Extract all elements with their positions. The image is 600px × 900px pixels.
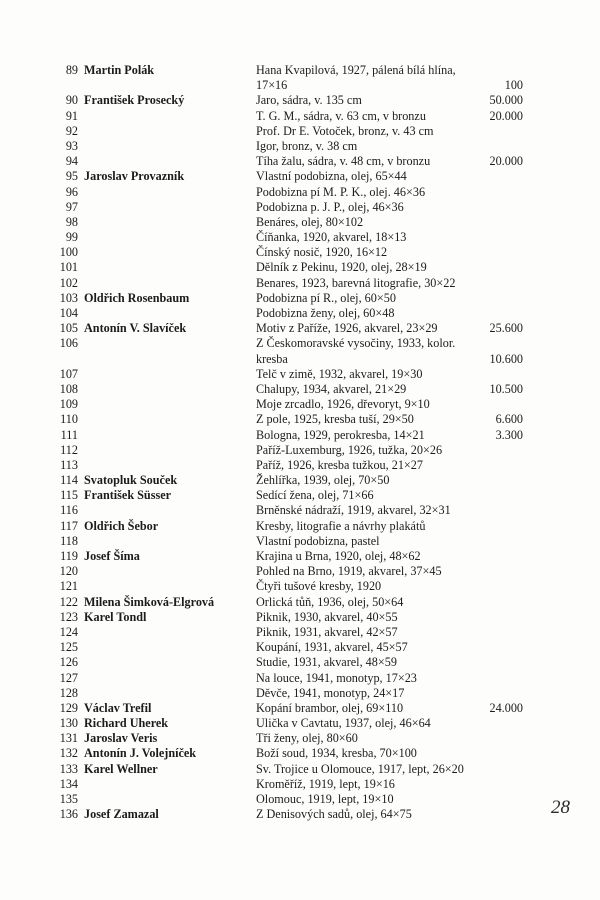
artwork-title: Podobizna pí M. P. K., olej. 46×36 (256, 184, 426, 199)
entry-number: 127 (59, 670, 78, 685)
catalog-row (0, 321, 600, 336)
artwork-title: 17×16 (256, 78, 288, 93)
catalog-row (0, 336, 600, 351)
catalog-row (0, 367, 600, 382)
artwork-title: Pohled na Brno, 1919, akvarel, 37×45 (256, 564, 442, 579)
catalog-row (0, 306, 600, 321)
entry-number: 90 (65, 93, 78, 108)
price: 50.000 (489, 93, 523, 108)
entry-number: 108 (59, 381, 78, 396)
artwork-title: Tíha žalu, sádra, v. 48 cm, v bronzu (256, 154, 431, 169)
catalog-row (0, 473, 600, 488)
price: 20.000 (489, 108, 523, 123)
catalog-row (0, 139, 600, 154)
artwork-title: Žehlířka, 1939, olej, 70×50 (256, 473, 390, 488)
price: 25.600 (489, 321, 523, 336)
entry-number: 101 (59, 260, 78, 275)
catalog-row (0, 260, 600, 275)
catalog-row (0, 503, 600, 518)
artwork-title: Podobizna pí R., olej, 60×50 (256, 290, 396, 305)
artist-name: Václav Trefil (84, 700, 152, 715)
catalog-row (0, 640, 600, 655)
catalog-row (0, 701, 600, 716)
artwork-title: Ulička v Cavtatu, 1937, olej, 46×64 (256, 716, 431, 731)
price: 3.300 (495, 427, 523, 442)
artwork-title: Chalupy, 1934, akvarel, 21×29 (256, 381, 407, 396)
artwork-title: Podobizna ženy, olej, 60×48 (256, 306, 395, 320)
entry-number: 102 (59, 275, 78, 290)
page-number: 28 (551, 797, 570, 818)
catalog-row (0, 63, 600, 78)
artwork-title: Z Denisových sadů, olej, 64×75 (256, 807, 412, 822)
entry-number: 124 (59, 624, 78, 639)
entry-number: 133 (59, 761, 78, 776)
catalog-row (0, 746, 600, 761)
artwork-title: Bologna, 1929, perokresba, 14×21 (256, 427, 425, 442)
artwork-title: Orlická tůň, 1936, olej, 50×64 (256, 594, 404, 609)
entry-number: 135 (59, 792, 78, 806)
artist-name: Antonín V. Slavíček (84, 321, 187, 336)
artwork-title: Sedící žena, olej, 71×66 (256, 488, 374, 503)
catalog-row (0, 124, 600, 139)
catalog-row (0, 762, 600, 777)
catalog-row (0, 230, 600, 245)
artist-name: Karel Tondl (84, 609, 147, 624)
artwork-title: Olomouc, 1919, lept, 19×10 (256, 792, 394, 806)
artwork-title: T. G. M., sádra, v. 63 cm, v bronzu (256, 108, 426, 123)
catalog-row (0, 169, 600, 184)
artwork-title: Igor, bronz, v. 38 cm (256, 138, 358, 153)
artwork-title: Prof. Dr E. Votoček, bronz, v. 43 cm (256, 123, 434, 138)
artwork-title: Benáres, olej, 80×102 (256, 214, 364, 229)
artwork-title: Paříž, 1926, kresba tužkou, 21×27 (256, 457, 423, 472)
entry-number: 91 (65, 108, 78, 123)
entry-number: 118 (60, 533, 78, 548)
artwork-title: Boží soud, 1934, kresba, 70×100 (256, 746, 417, 761)
catalog-row (0, 564, 600, 579)
catalog-row (0, 807, 600, 822)
artist-name: Josef Šíma (84, 549, 140, 563)
entry-number: 94 (65, 154, 78, 169)
entry-number: 112 (60, 442, 78, 457)
catalog-row (0, 200, 600, 215)
entry-number: 104 (59, 306, 78, 320)
catalog-row (0, 625, 600, 640)
artwork-title: Krajina u Brna, 1920, olej, 48×62 (256, 549, 421, 563)
catalog-row (0, 185, 600, 200)
entry-number: 93 (65, 138, 78, 153)
artwork-title: Na louce, 1941, monotyp, 17×23 (256, 670, 417, 685)
artwork-title: Piknik, 1931, akvarel, 42×57 (256, 624, 398, 639)
artwork-title: Jaro, sádra, v. 135 cm (256, 93, 362, 108)
catalog-row (0, 686, 600, 701)
price: 100 (504, 78, 523, 93)
catalog-row (0, 671, 600, 686)
entry-number: 103 (59, 290, 78, 305)
entry-number: 96 (65, 184, 78, 199)
entry-number: 123 (59, 609, 78, 624)
catalog-row (0, 109, 600, 124)
catalog-row (0, 792, 600, 807)
artwork-title: Studie, 1931, akvarel, 48×59 (256, 655, 397, 670)
artwork-title: Piknik, 1930, akvarel, 40×55 (256, 609, 398, 624)
catalog-row (0, 519, 600, 534)
artist-name: Karel Wellner (84, 761, 158, 776)
catalog-row (0, 610, 600, 625)
artwork-title: Podobizna p. J. P., olej, 46×36 (256, 199, 404, 214)
artwork-title: Děvče, 1941, monotyp, 24×17 (256, 685, 405, 700)
artist-name: František Prosecký (84, 93, 185, 108)
artist-name: Josef Zamazal (84, 807, 159, 822)
entry-number: 97 (65, 199, 78, 214)
entry-number: 106 (59, 336, 78, 351)
artist-name: František Süsser (84, 488, 172, 503)
entry-number: 114 (60, 473, 78, 488)
entry-number: 130 (59, 716, 78, 731)
artist-name: Martin Polák (84, 63, 155, 77)
catalog-row (0, 78, 600, 93)
artwork-title: Vlastní podobizna, olej, 65×44 (256, 169, 407, 184)
entry-number: 109 (59, 397, 78, 412)
catalog-row (0, 731, 600, 746)
entry-number: 125 (59, 640, 78, 655)
artist-name: Jaroslav Provazník (84, 169, 185, 184)
artwork-title: Sv. Trojice u Olomouce, 1917, lept, 26×20 (256, 761, 464, 776)
artwork-title: Kopání brambor, olej, 69×110 (256, 700, 404, 715)
entry-number: 131 (59, 731, 78, 746)
catalog-row (0, 777, 600, 792)
entry-number: 121 (59, 579, 78, 594)
catalog-row (0, 276, 600, 291)
artwork-title: Motiv z Paříže, 1926, akvarel, 23×29 (256, 321, 438, 336)
entry-number: 122 (59, 594, 78, 609)
price: 20.000 (489, 154, 523, 169)
artwork-title: Koupání, 1931, akvarel, 45×57 (256, 640, 408, 655)
catalog-row (0, 443, 600, 458)
artwork-title: Moje zrcadlo, 1926, dřevoryt, 9×10 (256, 397, 430, 412)
catalog-list (0, 63, 600, 822)
catalog-row (0, 245, 600, 260)
entry-number: 117 (60, 518, 78, 533)
catalog-row (0, 352, 600, 367)
entry-number: 111 (60, 427, 78, 442)
catalog-row (0, 488, 600, 503)
entry-number: 119 (60, 549, 78, 563)
entry-number: 126 (59, 655, 78, 670)
catalog-row (0, 716, 600, 731)
artist-name: Oldřich Šebor (84, 518, 159, 533)
artist-name: Milena Šimková-Elgrová (84, 594, 215, 609)
artist-name: Svatopluk Souček (84, 473, 178, 488)
artwork-title: Hana Kvapilová, 1927, pálená bílá hlína, (256, 63, 456, 77)
catalog-row (0, 93, 600, 108)
artwork-title: Brněnské nádraží, 1919, akvarel, 32×31 (256, 503, 451, 518)
artwork-title: Číňanka, 1920, akvarel, 18×13 (256, 230, 407, 245)
catalog-row (0, 458, 600, 473)
entry-number: 128 (59, 685, 78, 700)
artwork-title: Kroměříž, 1919, lept, 19×16 (256, 776, 395, 791)
artwork-title: Čínský nosič, 1920, 16×12 (256, 245, 388, 260)
entry-number: 113 (60, 457, 78, 472)
artist-name: Antonín J. Volejníček (84, 746, 197, 761)
artist-name: Oldřich Rosenbaum (84, 290, 190, 305)
catalog-row (0, 397, 600, 412)
price: 10.600 (489, 351, 523, 366)
artwork-title: Z Českomoravské vysočiny, 1933, kolor. (256, 336, 456, 351)
entry-number: 115 (60, 488, 78, 503)
catalog-row (0, 655, 600, 670)
artist-name: Richard Uherek (84, 716, 169, 731)
artwork-title: Benares, 1923, barevná litografie, 30×22 (256, 275, 456, 290)
catalog-row (0, 412, 600, 427)
entry-number: 132 (59, 746, 78, 761)
catalog-row (0, 291, 600, 306)
entry-number: 136 (59, 807, 78, 822)
artwork-title: Vlastní podobizna, pastel (256, 533, 380, 548)
artwork-title: Telč v zimě, 1932, akvarel, 19×30 (256, 366, 423, 381)
entry-number: 95 (65, 169, 78, 184)
entry-number: 89 (65, 63, 78, 77)
price: 24.000 (489, 700, 523, 715)
entry-number: 107 (59, 366, 78, 381)
catalog-row (0, 428, 600, 443)
artwork-title: Paříž-Luxemburg, 1926, tužka, 20×26 (256, 442, 443, 457)
entry-number: 120 (59, 564, 78, 579)
catalog-row (0, 579, 600, 594)
entry-number: 134 (59, 776, 78, 791)
artwork-title: kresba (256, 351, 288, 366)
price: 10.500 (489, 381, 523, 396)
artwork-title: Z pole, 1925, kresba tuší, 29×50 (256, 412, 414, 427)
artwork-title: Kresby, litografie a návrhy plakátů (256, 518, 426, 533)
artwork-title: Dělník z Pekinu, 1920, olej, 28×19 (256, 260, 427, 275)
entry-number: 99 (65, 230, 78, 245)
catalog-row (0, 534, 600, 549)
catalog-row (0, 549, 600, 564)
catalog-row (0, 215, 600, 230)
catalog-row (0, 382, 600, 397)
artwork-title: Čtyři tušové kresby, 1920 (256, 579, 382, 594)
catalog-row (0, 595, 600, 610)
entry-number: 129 (59, 700, 78, 715)
artwork-title: Tři ženy, olej, 80×60 (256, 731, 358, 746)
entry-number: 100 (59, 245, 78, 260)
entry-number: 110 (60, 412, 78, 427)
price: 6.600 (495, 412, 523, 427)
artist-name: Jaroslav Veris (84, 731, 158, 746)
entry-number: 92 (65, 123, 78, 138)
entry-number: 105 (59, 321, 78, 336)
entry-number: 98 (65, 214, 78, 229)
catalog-row (0, 154, 600, 169)
entry-number: 116 (60, 503, 78, 518)
